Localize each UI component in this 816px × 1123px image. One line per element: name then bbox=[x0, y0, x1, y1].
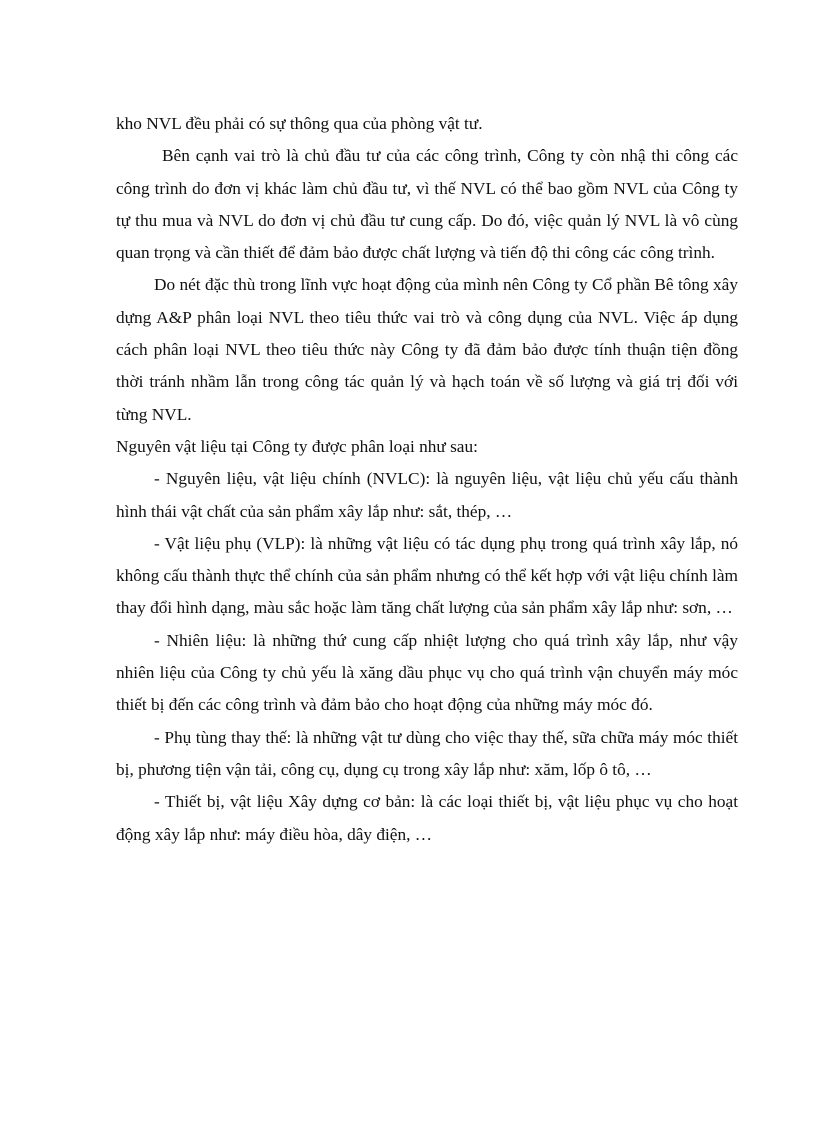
paragraph-classification-basis: Do nét đặc thù trong lĩnh vực hoạt động của mình nên Công ty Cổ phần Bê tông xây dựng A&P phân loại NVL theo tiêu thức vai trò và công dụng của NVL. Việc áp dụng cách phân loại NVL theo tiêu thức này Công ty đã đảm bảo được tính thuận tiện đồng thời tránh nhầm lẫn trong công tác quản lý và hạch toán về số lượng và giá trị đối với từng NVL. bbox=[116, 275, 738, 424]
paragraph-continuation: kho NVL đều phải có sự thông qua của phòng vật tư. bbox=[116, 114, 483, 133]
paragraph-contractor-role: Bên cạnh vai trò là chủ đầu tư của các công trình, Công ty còn nhậ thi công các công trình do đơn vị khác làm chủ đầu tư, vì thế NVL có thể bao gồm NVL của Công ty tự thu mua và NVL do đơn vị chủ đầu tư cung cấp. Do đó, việc quản lý NVL là vô cùng quan trọng và cần thiết để đảm bảo được chất lượng và tiến độ thi công các công trình. bbox=[116, 146, 738, 263]
list-item-fuel: - Nhiên liệu: là những thứ cung cấp nhiệt lượng cho quá trình xây lắp, như vậy nhiên liệu của Công ty chủ yếu là xăng dầu phục vụ cho quá trình vận chuyển máy móc thiết bị đến các công trình và đảm bảo cho hoạt động của những máy móc đó. bbox=[116, 630, 738, 715]
paragraph-classification-intro: Nguyên vật liệu tại Công ty được phân loại như sau: bbox=[116, 436, 478, 456]
document-page bbox=[116, 108, 738, 851]
list-item-spare-parts: - Phụ tùng thay thế: là những vật tư dùng cho việc thay thế, sữa chữa máy móc thiết bị, phương tiện vận tải, công cụ, dụng cụ trong xây lắp như: xăm, lốp ô tô, … bbox=[116, 727, 738, 779]
list-item-auxiliary-materials: - Vật liệu phụ (VLP): là những vật liệu có tác dụng phụ trong quá trình xây lắp, nó không cấu thành thực thể chính của sản phẩm nhưng có thể kết hợp với vật liệu chính làm thay đổi hình dạng, màu sắc hoặc làm tăng chất lượng của sản phẩm xây lắp như: sơn, … bbox=[116, 533, 738, 618]
list-item-basic-construction-equipment: - Thiết bị, vật liệu Xây dựng cơ bản: là các loại thiết bị, vật liệu phục vụ cho hoạt động xây lắp như: máy điều hòa, dây điện, … bbox=[116, 792, 738, 844]
list-item-main-materials: - Nguyên liệu, vật liệu chính (NVLC): là nguyên liệu, vật liệu chủ yếu cấu thành hình thái vật chất của sản phẩm xây lắp như: sắt, thép, … bbox=[116, 469, 738, 521]
